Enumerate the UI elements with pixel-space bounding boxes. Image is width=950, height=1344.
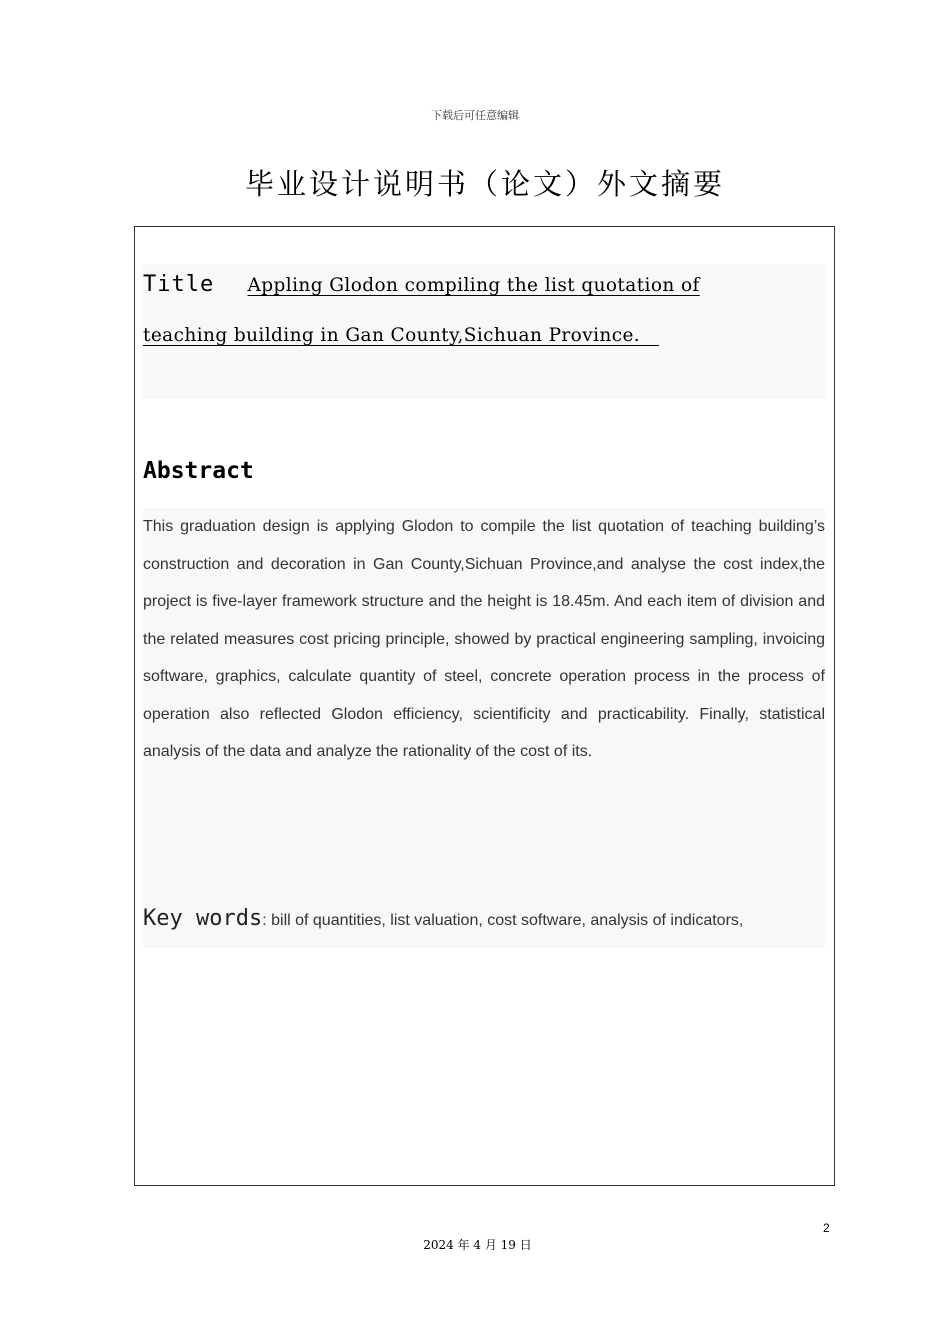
abstract-heading: Abstract — [143, 458, 254, 484]
keywords-text: : bill of quantities, list valuation, cost software, analysis of indicators, — [262, 912, 744, 929]
title-line-2 — [143, 325, 659, 346]
title-text-line-2: teaching building in Gan County,Sichuan Province. — [143, 325, 659, 346]
keywords-line — [143, 906, 743, 931]
header-note: 下载后可任意编辑 — [431, 109, 519, 122]
page-number: 2 — [823, 1221, 830, 1235]
footer-date: 2024 年 4 月 19 日 — [423, 1238, 532, 1252]
document-title: 毕业设计说明书（论文）外文摘要 — [244, 167, 725, 201]
abstract-body: This graduation design is applying Glodon to compile the list quotation of teaching building’s construction and decoration in Gan County,Sichuan Province,and analyse the cost index,the project is five-layer framework structure and the height is 18.45m. And each item of division and the related measures cost pricing principle, showed by practical engineering sampling, invoicing software, graphics, calculate quantity of steel, concrete operation process in the process of operation also reflected Glodon efficiency, scientificity and practicability. Finally, statistical analysis of the data and analyze the rationality of the cost of its. — [143, 518, 825, 760]
title-text-line-1: Appling Glodon compiling the list quotation of — [247, 275, 700, 296]
title-line-1 — [143, 272, 700, 297]
keywords-label: Key words — [143, 906, 263, 931]
title-label: Title — [143, 272, 215, 297]
